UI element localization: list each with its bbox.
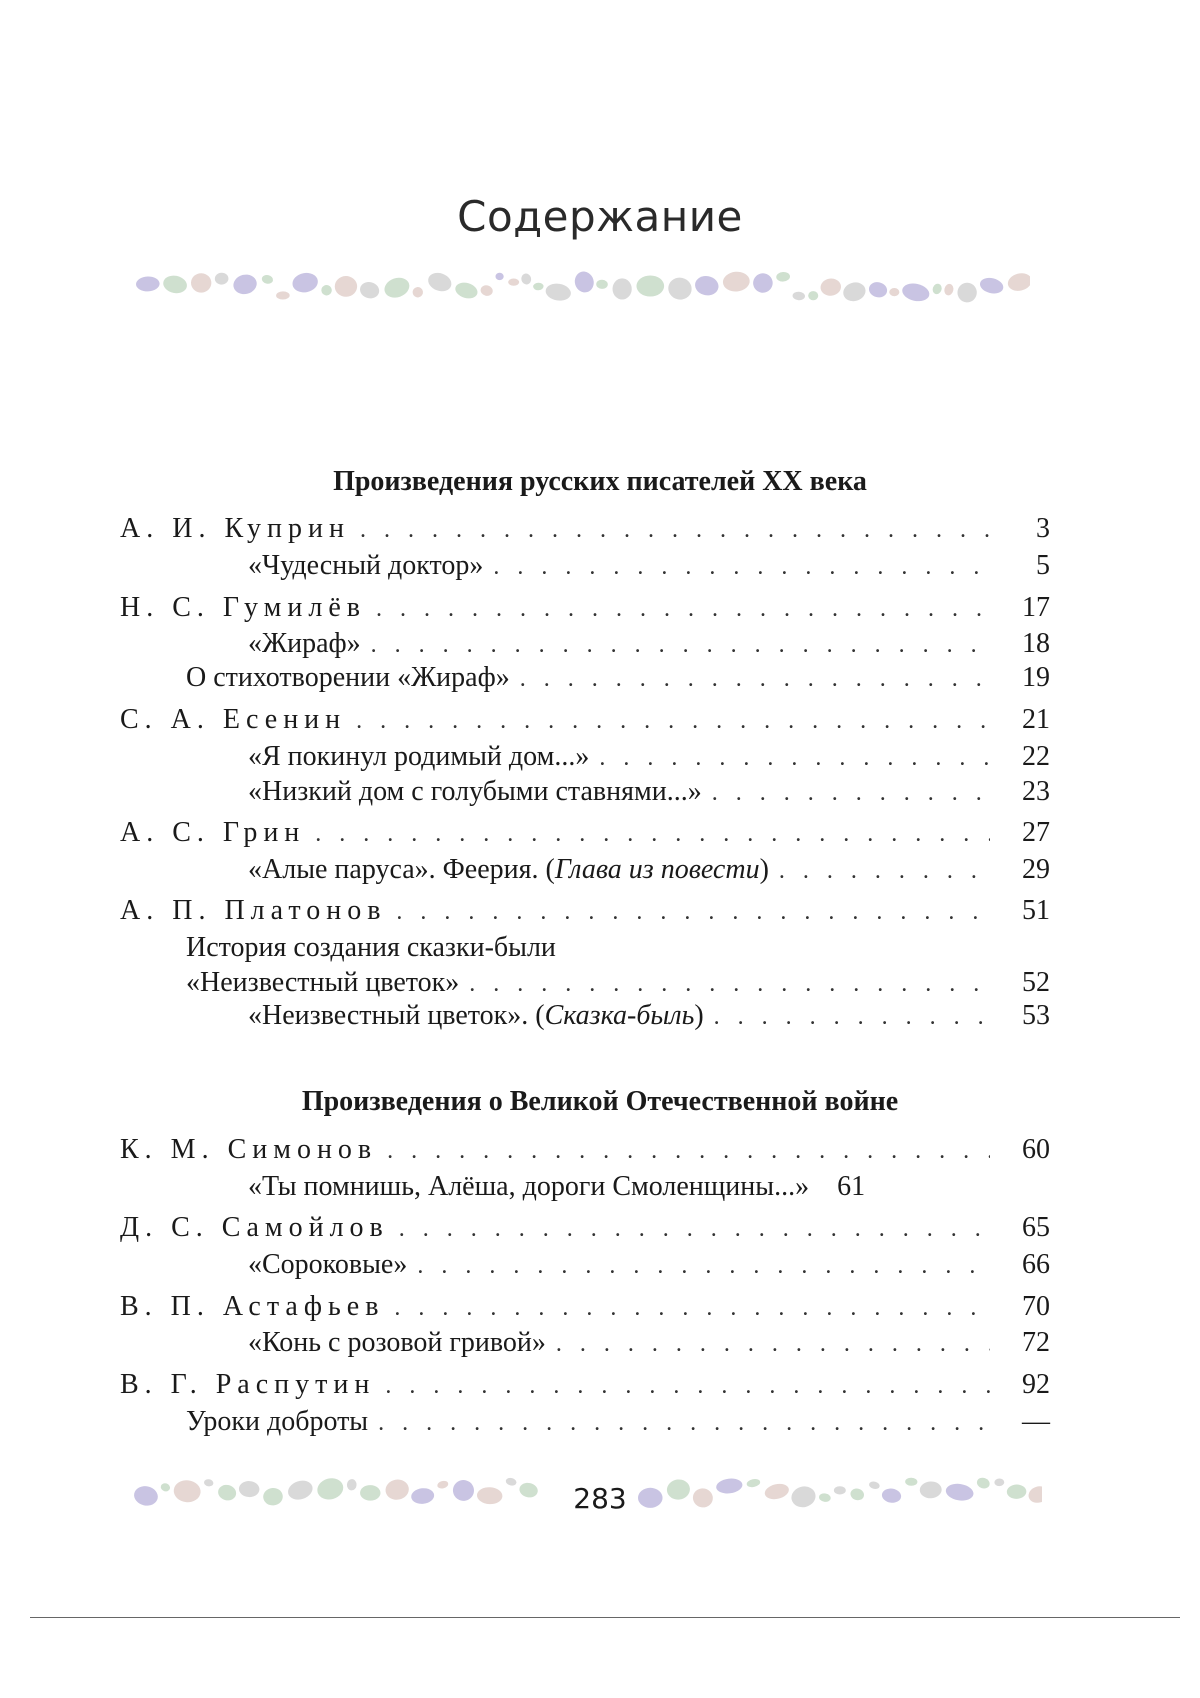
leader-dots bbox=[387, 1134, 990, 1168]
entry-page: 29 bbox=[1022, 854, 1050, 885]
entry-text: «Неизвестный цветок» bbox=[186, 967, 460, 998]
entry-text: «Конь с розовой гривой» bbox=[248, 1327, 546, 1358]
toc-entry-author[interactable] bbox=[120, 1290, 1050, 1324]
entry-text: О стихотворении «Жираф» bbox=[186, 662, 510, 693]
toc-entry-author[interactable] bbox=[120, 1133, 1050, 1167]
entry-text: «Неизвестный цветок». (Сказка-быль) bbox=[248, 1000, 704, 1031]
toc-entry-author[interactable] bbox=[120, 816, 1050, 850]
toc-entry-author[interactable] bbox=[120, 1211, 1050, 1245]
toc-entry-author[interactable] bbox=[120, 512, 1050, 546]
entry-text: «Ты помнишь, Алёша, дороги Смоленщины...» bbox=[248, 1171, 810, 1202]
leader-dots bbox=[493, 550, 990, 584]
page-bottom-rule bbox=[30, 1617, 1180, 1618]
entry-text: К. М. Симонов bbox=[120, 1134, 378, 1165]
entry-text: «Сороковые» bbox=[248, 1249, 408, 1280]
toc-entry-article[interactable] bbox=[120, 661, 1050, 695]
entry-page: 17 bbox=[1022, 592, 1050, 623]
entry-text: «Чудесный доктор» bbox=[248, 550, 484, 581]
entry-text: В. П. Астафьев bbox=[120, 1291, 385, 1322]
leader-dots bbox=[394, 1291, 990, 1325]
entry-text: А. П. Платонов bbox=[120, 895, 387, 926]
leader-dots bbox=[779, 854, 990, 888]
pebble-border-footer-left bbox=[128, 1470, 538, 1514]
entry-page: — bbox=[1022, 1406, 1050, 1437]
section-heading: Произведения русских писателей XX века bbox=[333, 466, 867, 497]
entry-page: 3 bbox=[1036, 513, 1050, 544]
leader-dots bbox=[371, 628, 990, 662]
entry-page: 23 bbox=[1022, 776, 1050, 807]
entry-text: История создания сказки-были bbox=[186, 932, 556, 963]
leader-dots bbox=[385, 1369, 990, 1403]
leader-dots bbox=[556, 1327, 990, 1361]
pebble-border-footer-right bbox=[632, 1470, 1042, 1514]
leader-dots bbox=[356, 704, 990, 738]
toc-entry-work[interactable] bbox=[120, 775, 1050, 809]
toc-entry-article[interactable] bbox=[120, 1405, 1050, 1439]
toc-entry-article-line2[interactable] bbox=[120, 966, 1050, 1000]
pebble-border-top bbox=[130, 262, 1030, 312]
entry-text: С. А. Есенин bbox=[120, 704, 347, 735]
leader-dots bbox=[378, 1406, 990, 1440]
entry-text: В. Г. Распутин bbox=[120, 1369, 376, 1400]
toc-entry-work[interactable] bbox=[120, 549, 1050, 583]
leader-dots bbox=[469, 967, 990, 1001]
entry-page: 72 bbox=[1022, 1327, 1050, 1358]
leader-dots bbox=[520, 662, 990, 696]
entry-text: «Алые паруса». Феерия. (Глава из повести) bbox=[248, 854, 769, 885]
toc-entry-work[interactable] bbox=[120, 853, 1050, 887]
entry-text: «Жираф» bbox=[248, 628, 361, 659]
entry-page: 92 bbox=[1022, 1369, 1050, 1400]
entry-page: 65 bbox=[1022, 1212, 1050, 1243]
entry-text: «Я покинул родимый дом...» bbox=[248, 741, 590, 772]
entry-page: 21 bbox=[1022, 704, 1050, 735]
entry-page: 19 bbox=[1022, 662, 1050, 693]
leader-dots bbox=[712, 776, 990, 810]
entry-page: 60 bbox=[1022, 1134, 1050, 1165]
leader-dots bbox=[599, 741, 990, 775]
pebble-decoration-icon bbox=[632, 1470, 1042, 1514]
entry-page: 5 bbox=[1036, 550, 1050, 581]
toc-entry-author[interactable] bbox=[120, 894, 1050, 928]
entry-text: Д. С. Самойлов bbox=[120, 1212, 389, 1243]
leader-dots bbox=[417, 1249, 990, 1283]
toc-entry-article-line1[interactable] bbox=[120, 931, 1050, 965]
entry-text: «Низкий дом с голубыми ставнями...» bbox=[248, 776, 702, 807]
leader-dots bbox=[360, 513, 990, 547]
leader-dots bbox=[399, 1212, 990, 1246]
entry-page: 51 bbox=[1022, 895, 1050, 926]
entry-text: А. С. Грин bbox=[120, 817, 306, 848]
leader-dots bbox=[714, 1000, 990, 1034]
toc-entry-author[interactable] bbox=[120, 591, 1050, 625]
toc-entry-work[interactable] bbox=[120, 627, 1050, 661]
entry-text: Уроки доброты bbox=[186, 1406, 369, 1437]
toc-entry-author[interactable] bbox=[120, 1368, 1050, 1402]
leader-dots bbox=[396, 895, 990, 929]
pebble-decoration-icon bbox=[128, 1470, 538, 1514]
toc-entry-work[interactable] bbox=[120, 740, 1050, 774]
toc-entry-author[interactable] bbox=[120, 703, 1050, 737]
pebble-decoration-icon bbox=[130, 262, 1030, 312]
leader-dots bbox=[376, 592, 990, 626]
entry-page: 53 bbox=[1022, 1000, 1050, 1031]
entry-page: 70 bbox=[1022, 1291, 1050, 1322]
section-heading: Произведения о Великой Отечественной войне bbox=[301, 1086, 899, 1117]
entry-text: А. И. Куприн bbox=[120, 513, 350, 544]
leader-dots bbox=[315, 817, 990, 851]
toc-entry-work[interactable] bbox=[120, 1248, 1050, 1282]
entry-page: 27 bbox=[1022, 817, 1050, 848]
toc-entry-work[interactable] bbox=[120, 1170, 1050, 1204]
entry-page: 66 bbox=[1022, 1249, 1050, 1280]
entry-page: 52 bbox=[1022, 967, 1050, 998]
page-title: Содержание bbox=[457, 192, 743, 241]
page-number: 283 bbox=[573, 1482, 627, 1515]
toc-entry-work[interactable] bbox=[120, 1326, 1050, 1360]
entry-page: 22 bbox=[1022, 741, 1050, 772]
entry-page: 61 bbox=[837, 1171, 866, 1202]
toc-entry-work[interactable] bbox=[120, 999, 1050, 1033]
entry-text: Н. С. Гумилёв bbox=[120, 592, 366, 623]
entry-page: 18 bbox=[1022, 628, 1050, 659]
